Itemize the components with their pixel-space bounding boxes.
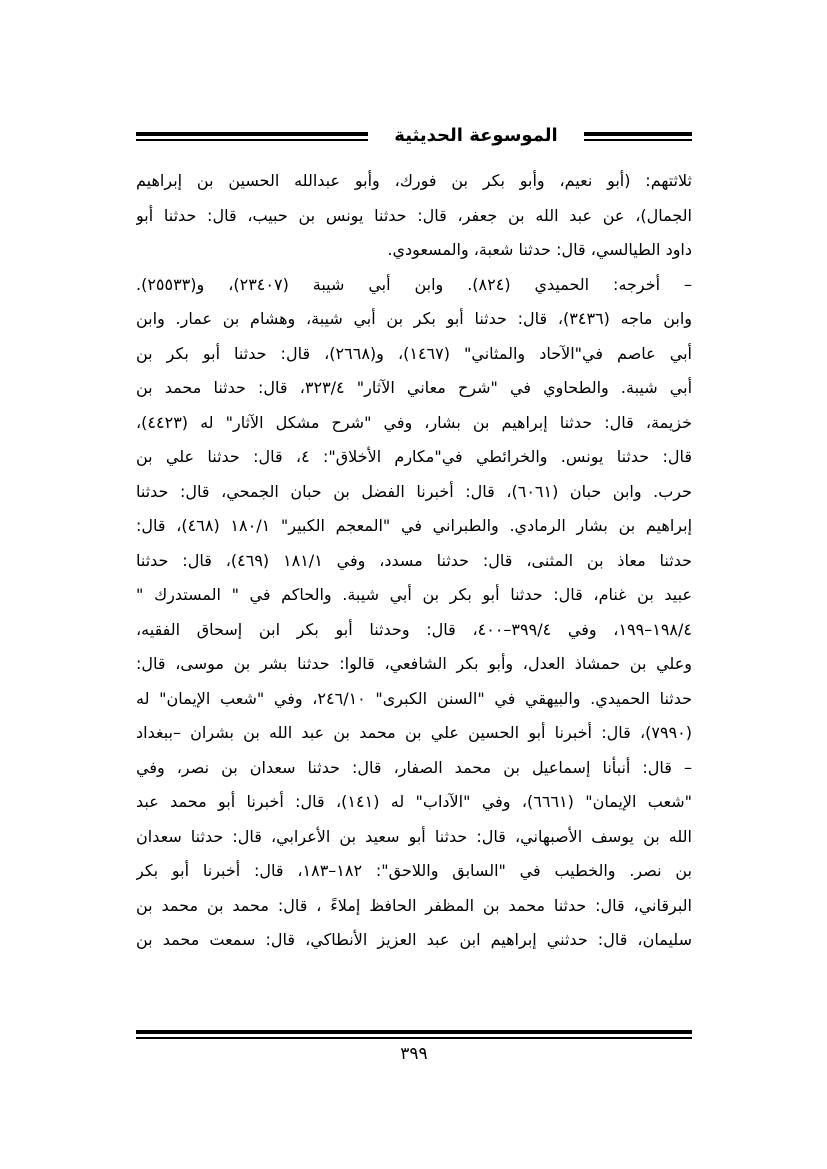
body-text: [136, 164, 692, 958]
page-number: ٣٩٩: [400, 1044, 428, 1064]
text-line: – قال: أنبأنا إسماعيل بن محمد الصفار، قال: حدثنا سعدان بن نصر، وفي: [136, 757, 692, 777]
text-line: حرب. وابن حبان (٦٠٦١)، قال: أخبرنا الفضل بن حبان الجمحي، قال: حدثنا: [136, 481, 692, 501]
text-line: إبراهيم بن بشار الرمادي. والطبراني في "المعجم الكبير" ١٨٠/١ (٤٦٨)، قال:: [136, 516, 692, 535]
text-line: – أخرجه: الحميدي (٨٢٤). وابن أبي شيبة (٢٣٤٠٧)، و(٢٥٥٣٣).: [136, 274, 692, 294]
text-line: الجمال)، عن عبد الله بن جعفر، قال: حدثنا يونس بن حبيب، قال: حدثنا أبو: [136, 205, 692, 225]
text-line: قال: حدثنا يونس. والخرائطي في"مكارم الأخلاق": ٤، قال: حدثنا علي بن: [136, 447, 692, 466]
text-line: ثلاثتهم: (أبو نعيم، وأبو بكر بن فورك، وأبو عبدالله الحسين بن إبراهيم: [136, 171, 692, 190]
footer-rule: [136, 1030, 692, 1039]
page-title: الموسوعة الحديثية: [394, 125, 558, 146]
text-line: بن نصر. والخطيب في "السابق واللاحق": ١٨٢–١٨٣، قال: أخبرنا أبو بكر: [136, 861, 692, 880]
text-line: حدثنا معاذ بن المثنى، قال: حدثنا مسدد، وفي ١٨١/١ (٤٦٩)، قال: حدثنا: [136, 550, 692, 570]
text-line: "شعب الإيمان" (٦٦٦١)، وفي "الآداب" له (١٤١)، قال: أخبرنا أبو محمد عبد: [136, 792, 692, 811]
text-line: (٧٩٩٠)، قال: أخبرنا أبو الحسين علي بن محمد بن عبد الله بن بشران –ببغداد: [136, 723, 692, 742]
text-line: عبيد بن غنام، قال: حدثنا أبو بكر بن أبي شيبة. والحاكم في " المستدرك ": [136, 585, 692, 604]
text-line: الله بن يوسف الأصبهاني، قال: حدثنا أبو سعيد بن الأعرابي، قال: حدثنا سعدان: [136, 826, 692, 846]
page-header: [136, 122, 692, 154]
text-line: أبي عاصم في"الآحاد والمثاني" (١٤٦٧)، و(٢٦٦٨)، قال: حدثنا أبو بكر بن: [136, 343, 692, 363]
header-rule-right: [584, 132, 692, 141]
text-line: حدثنا الحميدي. والبيهقي في "السنن الكبرى" ٢٤٦/١٠، وفي "شعب الإيمان" له: [136, 688, 692, 708]
text-line: ١٩٨/٤–١٩٩، وفي ٣٩٩/٤–٤٠٠، قال: وحدثنا أبو بكر ابن إسحاق الفقيه،: [136, 619, 692, 639]
text-line: سليمان، قال: حدثني إبراهيم ابن عبد العزيز الأنطاكي، قال: سمعت محمد بن: [136, 930, 692, 949]
text-line: وعلي بن حمشاذ العدل، وأبو بكر الشافعي، قالوا: حدثنا بشر بن موسى، قال:: [136, 654, 692, 673]
text-line: أبي شيبة. والطحاوي في "شرح معاني الآثار" ٣٢٣/٤، قال: حدثنا محمد بن: [136, 378, 692, 397]
header-rule-left: [136, 132, 368, 141]
text-line: البرقاني، قال: حدثنا محمد بن المظفر الحافظ إملاءً ، قال: محمد بن محمد بن: [136, 895, 692, 915]
text-line: وابن ماجه (٣٤٣٦)، قال: حدثنا أبو بكر بن أبي شيبة، وهشام بن عمار. وابن: [136, 309, 692, 328]
text-line: داود الطيالسي، قال: حدثنا شعبة، والمسعودي.: [387, 240, 692, 259]
text-line: خزيمة، قال: حدثنا إبراهيم بن بشار، وفي "شرح مشكل الآثار" له (٤٤٢٣)،: [136, 412, 692, 432]
